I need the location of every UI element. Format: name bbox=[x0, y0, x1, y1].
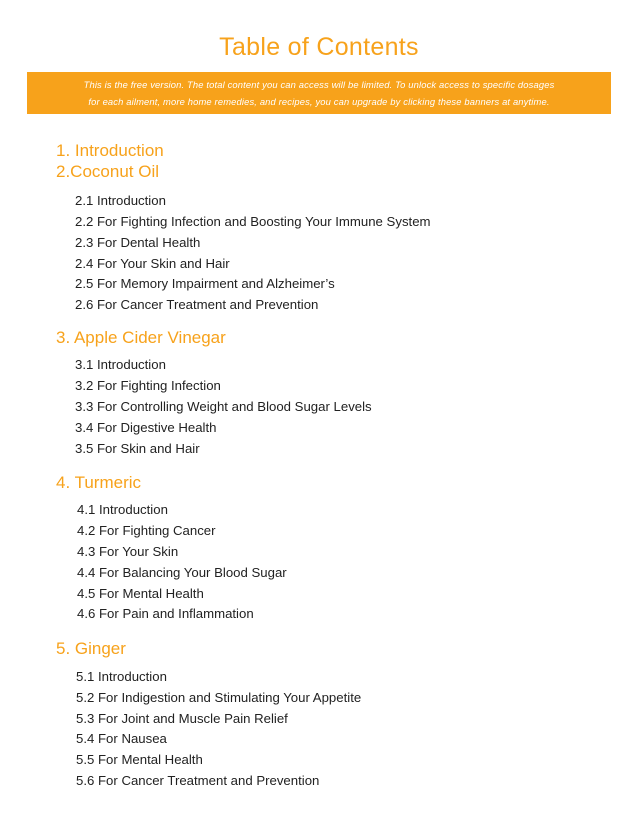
toc-section-ginger[interactable]: 5. Ginger bbox=[56, 639, 126, 658]
banner-line-1: This is the free version. The total content you can access will be limited. To unlock access to specific dosages bbox=[83, 79, 555, 90]
toc-item[interactable]: 5.1 Introduction bbox=[76, 669, 167, 684]
toc-item[interactable]: 3.3 For Controlling Weight and Blood Sugar Levels bbox=[75, 399, 372, 414]
toc-item[interactable]: 2.5 For Memory Impairment and Alzheimer’s bbox=[75, 276, 335, 291]
toc-section-introduction[interactable]: 1. Introduction bbox=[56, 141, 164, 160]
page-title: Table of Contents bbox=[219, 33, 419, 61]
toc-item[interactable]: 2.2 For Fighting Infection and Boosting Your Immune System bbox=[75, 214, 431, 229]
toc-section-coconut-oil[interactable]: 2.Coconut Oil bbox=[56, 162, 159, 181]
toc-item[interactable]: 2.4 For Your Skin and Hair bbox=[75, 256, 230, 271]
toc-item[interactable]: 2.1 Introduction bbox=[75, 193, 166, 208]
toc-item[interactable]: 4.3 For Your Skin bbox=[77, 544, 179, 559]
toc-item[interactable]: 4.1 Introduction bbox=[77, 502, 168, 517]
toc-item[interactable]: 4.4 For Balancing Your Blood Sugar bbox=[77, 565, 287, 580]
toc-item[interactable]: 3.1 Introduction bbox=[75, 357, 166, 372]
toc-item[interactable]: 2.3 For Dental Health bbox=[75, 235, 201, 250]
toc-item[interactable]: 5.4 For Nausea bbox=[76, 731, 167, 746]
toc-item[interactable]: 3.5 For Skin and Hair bbox=[75, 441, 200, 456]
toc-item[interactable]: 5.6 For Cancer Treatment and Prevention bbox=[76, 773, 320, 788]
toc-section-apple-cider-vinegar[interactable]: 3. Apple Cider Vinegar bbox=[56, 328, 226, 347]
toc-item[interactable]: 5.5 For Mental Health bbox=[76, 752, 203, 767]
toc-item[interactable]: 4.2 For Fighting Cancer bbox=[77, 523, 216, 538]
toc-item[interactable]: 5.3 For Joint and Muscle Pain Relief bbox=[76, 711, 288, 726]
toc-section-turmeric[interactable]: 4. Turmeric bbox=[56, 473, 142, 492]
toc-item[interactable]: 5.2 For Indigestion and Stimulating Your Appetite bbox=[76, 690, 362, 705]
toc-item[interactable]: 4.6 For Pain and Inflammation bbox=[77, 606, 254, 621]
toc-item[interactable]: 4.5 For Mental Health bbox=[77, 586, 204, 601]
toc-item[interactable]: 3.4 For Digestive Health bbox=[75, 420, 217, 435]
toc-item[interactable]: 2.6 For Cancer Treatment and Prevention bbox=[75, 297, 319, 312]
banner-line-2: for each ailment, more home remedies, and recipes, you can upgrade by clicking these banners at anytime. bbox=[88, 96, 550, 107]
toc-item[interactable]: 3.2 For Fighting Infection bbox=[75, 378, 221, 393]
